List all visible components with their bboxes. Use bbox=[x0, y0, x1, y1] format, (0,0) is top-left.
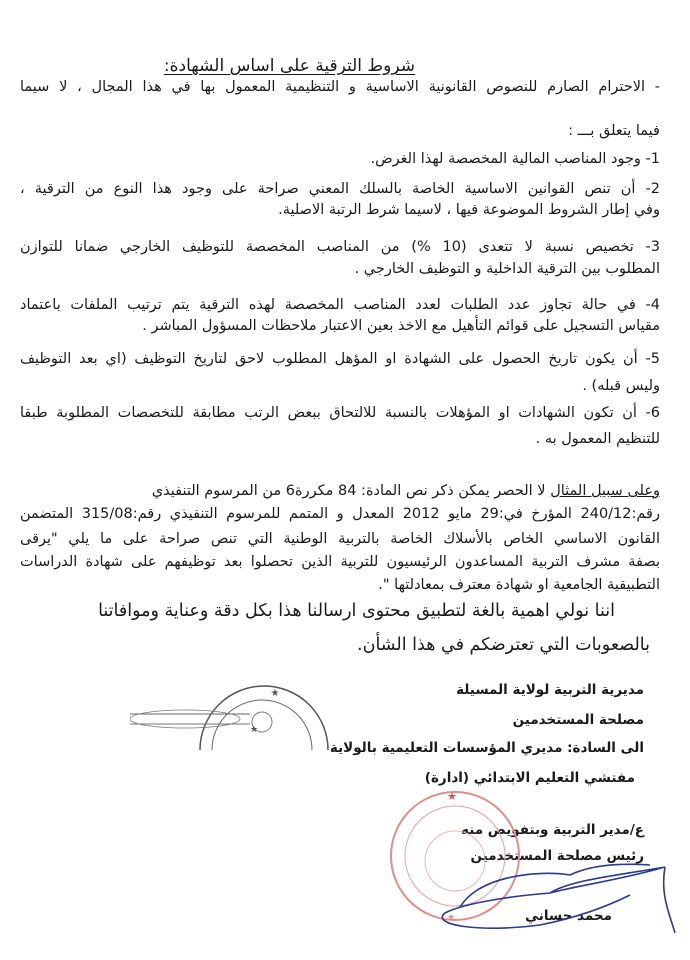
example-line-4: بصفة مشرف التربية المساعدون الرئيسيون للتربية الذين تحصلوا بعد توظيفهم على شهادة الدراسات bbox=[20, 554, 660, 570]
svg-text:★: ★ bbox=[270, 688, 280, 699]
sender-head: رئيس مصلحة المستخدمين bbox=[470, 848, 644, 864]
svg-text:★: ★ bbox=[447, 790, 457, 803]
intro-line-2: فيما يتعلق بـــ : bbox=[568, 123, 660, 139]
condition-6-line-1: 6- أن تكون الشهادات او المؤهلات بالنسبة للالتحاق ببعض الرتب مطابقة للتخصصات المطلوبة طبقا bbox=[20, 405, 660, 421]
condition-3-line-2: المطلوب بين الترقية الداخلية و التوظيف الخارجي . bbox=[354, 261, 660, 277]
document-title: شروط الترقية على اساس الشهادة: bbox=[163, 56, 415, 76]
example-line-1 bbox=[20, 482, 660, 500]
condition-2-line-2: وفي إطار الشروط الموضوعة فيها ، لاسيما شرط الرتبة الاصلية. bbox=[278, 202, 660, 218]
intro-line-1: - الاحترام الصارم للنصوص القانونية الاساسية و التنظيمية المعمول بها في هذا المجال ، لا سيما bbox=[20, 79, 660, 95]
condition-5-line-1: 5- أن يكون تاريخ الحصول على الشهادة او المؤهل المطلوب لاحق لتاريخ التوظيف (اي بعد التوظيف bbox=[20, 351, 660, 367]
condition-4-line-1: 4- في حالة تجاوز عدد الطلبات لعدد المناصب المخصصة لهذه الترقية يتم ترتيب الملفات باعتماد bbox=[20, 297, 660, 313]
sender-on-behalf: ع/مدير التربية وبتفويض منه bbox=[461, 822, 644, 838]
condition-2-line-1: 2- أن تنص القوانين الاساسية الخاصة بالسلك المعني صراحة على وجود هذا النوع من الترقية ، bbox=[20, 181, 660, 197]
condition-4-line-2: مقياس التسجيل على قوائم التأهيل مع الاخذ بعين الاعتبار ملاحظات المسؤول المباشر . bbox=[142, 318, 660, 334]
example-line-5: التطبيقية الجامعية او شهادة معترف بمعادلتها ". bbox=[378, 577, 660, 593]
condition-6-line-2: للتنظيم المعمول به . bbox=[535, 431, 660, 447]
example-line-1-rest: لا الحصر يمكن ذكر نص المادة: 84 مكررة6 من المرسوم التنفيذي bbox=[151, 483, 551, 499]
example-lead: وعلى سبيل المثال bbox=[550, 483, 660, 499]
svg-text:★: ★ bbox=[250, 725, 259, 735]
sender-recipients-2: مفتشي التعليم الابتدائي (ادارة) bbox=[424, 770, 635, 786]
svg-text:★: ★ bbox=[447, 913, 456, 923]
sender-name: محمد حساني bbox=[525, 908, 612, 924]
sender-directorate: مديرية التربية لولاية المسيلة bbox=[456, 682, 644, 698]
example-line-2: رقم:240/12 المؤرخ في:29 مايو 2012 المعدل و المتمم للمرسوم التنفيذي رقم:315/08 المتضمن bbox=[20, 506, 660, 522]
condition-3-line-1: 3- تخصيص نسبة لا تتعدى (10 %) من المناصب المخصصة للتوظيف الخارجي ضمانا للتوازن bbox=[20, 239, 660, 255]
sender-recipients: الى السادة: مديري المؤسسات التعليمية بالولاية bbox=[329, 740, 644, 756]
closing-line-2: بالصعوبات التي تعترضكم في هذا الشأن. bbox=[357, 635, 650, 655]
ministry-stamp bbox=[130, 672, 340, 752]
signature bbox=[420, 855, 690, 935]
condition-5-line-2: وليس قبله) . bbox=[582, 378, 660, 394]
condition-1: 1- وجود المناصب المالية المخصصة لهذا الغرض. bbox=[370, 151, 660, 167]
example-line-3: القانون الاساسي الخاص بالأسلاك الخاصة بالتربية الوطنية التي تنص صراحة على ما يلي "يرقى bbox=[20, 531, 660, 547]
closing-line-1: اننا نولي اهمية بالغة لتطبيق محتوى ارسالنا هذا بكل دقة وعناية وموافاتنا bbox=[98, 601, 615, 621]
sender-service: مصلحة المستخدمين bbox=[512, 712, 644, 728]
